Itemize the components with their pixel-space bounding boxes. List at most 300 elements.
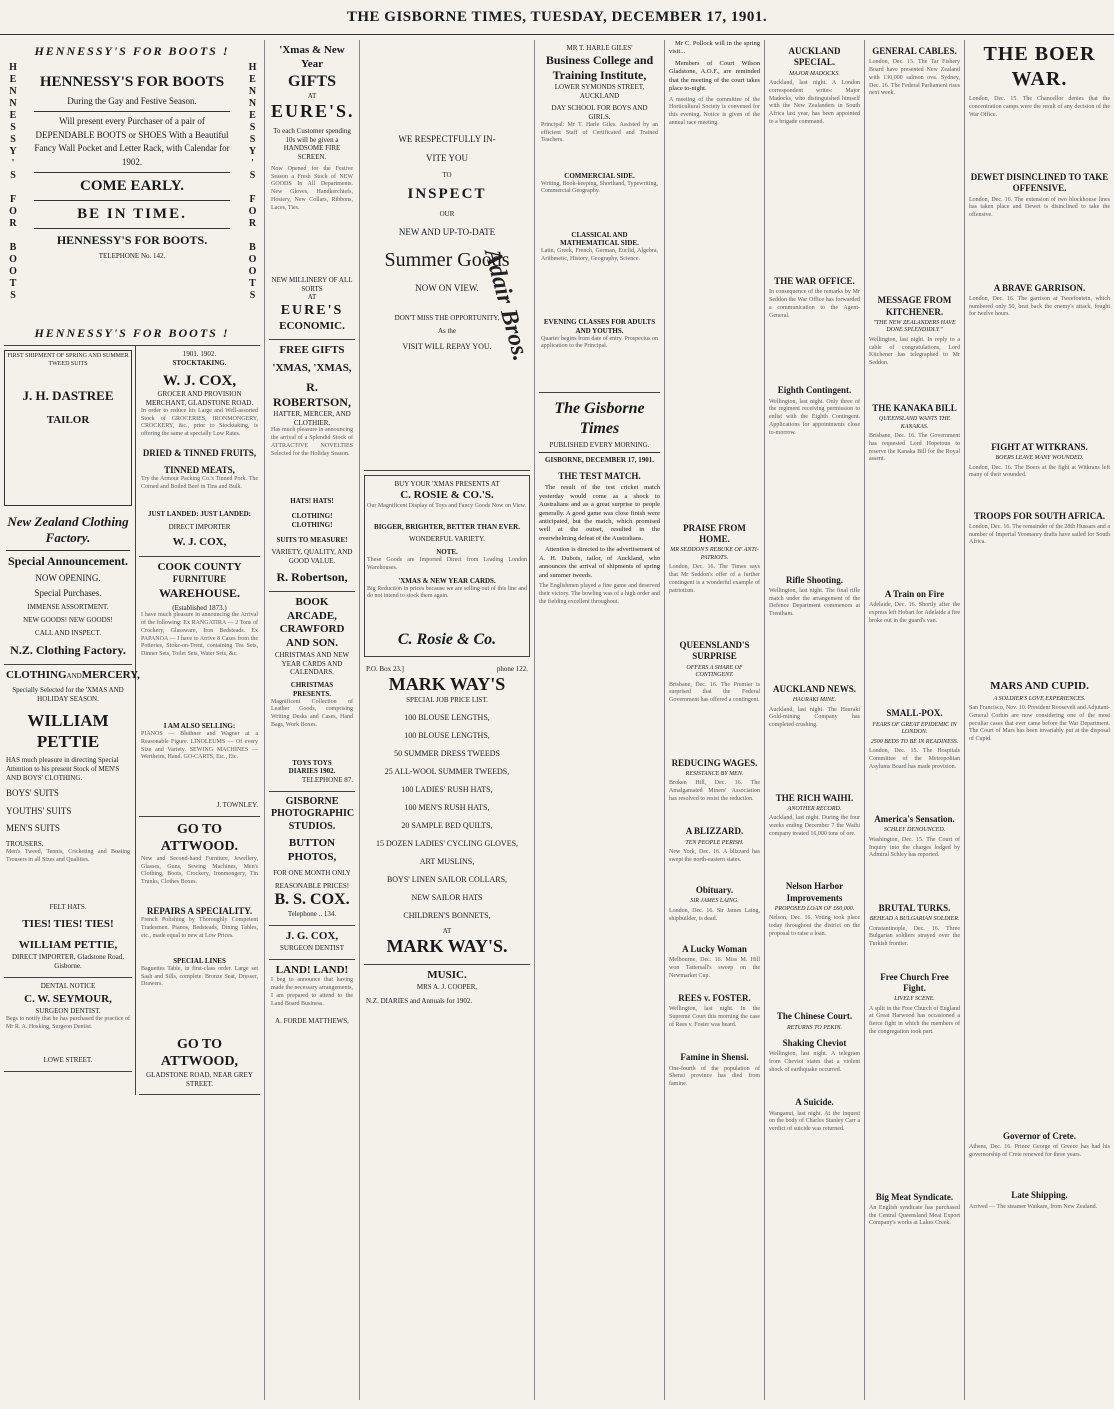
business-college: Business College and Training Institute, bbox=[545, 52, 654, 82]
ties: TIES! TIES! TIES! bbox=[22, 917, 114, 930]
item-5: 100 MEN'S RUSH HATS, bbox=[404, 802, 490, 812]
hennessy-title: HENNESSY'S FOR BOOTS bbox=[39, 74, 225, 90]
repairs: REPAIRS A SPECIALITY. bbox=[146, 905, 253, 916]
hennessy-banner-bottom: HENNESSY'S FOR BOOTS ! bbox=[34, 326, 230, 340]
lower-symonds: LOWER SYMONDS STREET, AUCKLAND bbox=[554, 82, 645, 100]
col6-filler-9: Wanganui, last night. At the inquest on the body of Charles Stanley Carr a verdict of suicide was returned. bbox=[769, 1110, 860, 1133]
test-match: THE TEST MATCH. bbox=[558, 471, 641, 481]
mars-cupid: MARS AND CUPID. bbox=[990, 679, 1089, 692]
col6-filler-3: Wellington, last night. Only three of the regiment receiving permission to enlist with the Eighth Contingent. Applications for appointments close to-morrow. bbox=[769, 398, 860, 436]
blizzard: A BLIZZARD. bbox=[685, 826, 744, 837]
seymour-lines: Begs to notify that he has purchased the practice of Mr R. A. Hosking, Surgeon Dentist. bbox=[6, 1015, 130, 1030]
reasonable: REASONABLE PRICES! bbox=[274, 881, 350, 890]
new-up-to-date: NEW AND UP-TO-DATE bbox=[398, 226, 496, 237]
hennessy-banner: HENNESSY'S FOR BOOTS ! bbox=[34, 44, 230, 58]
test-match-para: The result of the test cricket match yesterday would come as a shock to Australians and as a great surprise to people generally. A good game was close finish were anticipated, but the match, which promised well at the outset, resulted in the overwhelming defeat of the Australians. bbox=[539, 484, 660, 542]
be-in-time: BE IN TIME. bbox=[77, 205, 187, 222]
crawford-lines: Magnificent Collection of Leather Goods, comprising Writing Desks and Cases, Hand Bags, Work Boxes. bbox=[271, 698, 353, 728]
mark-way-2: MARK WAY'S. bbox=[386, 936, 508, 957]
robertson: R. ROBERTSON, bbox=[273, 379, 351, 409]
col5-filler-4: Broken Hill, Dec. 16. The Amalgamated Miners' Association has resolved to resist the reduction. bbox=[669, 780, 760, 802]
lively-scene: LIVELY SCENE. bbox=[894, 996, 935, 1002]
col8-filler-8: Arrived — The steamer Waikare, from New Zealand. bbox=[969, 1203, 1098, 1210]
item-7: 15 DOZEN LADIES' CYCLING GLOVES, bbox=[375, 838, 519, 848]
eures-at-2: AT bbox=[307, 293, 317, 302]
cox-lines-2: Try the Armour Packing Co.'s Tinned Pork. The Corned and Boiled Beef in Tins and Bulk. bbox=[141, 476, 258, 491]
column-2 bbox=[265, 40, 360, 1400]
resistance: RESISTANCE BY MEN. bbox=[685, 770, 744, 777]
townley: J. TOWNLEY. bbox=[216, 801, 258, 809]
immense: IMMENSE ASSORTMENT. bbox=[27, 603, 109, 611]
published: PUBLISHED EVERY MORNING. bbox=[549, 440, 650, 449]
col8-filler-7: Athens, Dec. 16. Prince George of Greece has had his governorship of Crete renewed for three years. bbox=[969, 1144, 1110, 1159]
eighth-contingent: Eighth Contingent. bbox=[777, 385, 852, 396]
boers-wounded: BOERS LEAVE MANY WOUNDED. bbox=[995, 455, 1084, 461]
col1-left bbox=[4, 346, 140, 1095]
visit-repay: VISIT WILL REPAY YOU. bbox=[402, 341, 492, 351]
governor-crete: Governor of Crete. bbox=[1003, 1131, 1076, 1141]
train-on-fire: A Train on Fire bbox=[884, 589, 945, 599]
jg-cox-ad bbox=[269, 926, 355, 960]
call-inspect: CALL AND INSPECT. bbox=[35, 628, 101, 637]
xmas-holiday: Specially Selected for the 'XMAS AND HOLIDAY SEASON. bbox=[12, 686, 124, 703]
gifts: GIFTS bbox=[287, 72, 336, 90]
col6-filler-7: Nelson, Dec. 16. Voting took place today throughout the district on the proposal to raise a loan. bbox=[769, 915, 860, 937]
inspect: INSPECT bbox=[407, 186, 487, 203]
hats: HATS! HATS! bbox=[290, 497, 334, 506]
dont-miss: DON'T MISS THE OPPORTUNITY, bbox=[394, 314, 500, 323]
message-kitchener: MESSAGE FROM KITCHENER. bbox=[877, 295, 952, 317]
col5-body-p: Members of Court Wilson Gladstone, A.O.F., are reminded that the meeting of the court takes place to-night. bbox=[669, 59, 760, 93]
col6-filler-4: Wellington, last night. The final rifle match under the arrangement of the Defence Department commences at Trentham. bbox=[769, 587, 860, 618]
eures-at: AT bbox=[307, 91, 317, 100]
tinned-meats: TINNED MEATS, bbox=[164, 465, 235, 475]
eures-body: To each Customer spending 10s will be given a HANDSOME FIRE SCREEN. bbox=[273, 126, 351, 161]
soldiers-love: A SOLDIER'S LOVE EXPERIENCES. bbox=[993, 695, 1086, 702]
now-on-view: NOW ON VIEW. bbox=[415, 283, 479, 293]
col7-filler-5: London, Dec. 15. The Hospitals Committee of the Metropolitan Asylums Board has made provision. bbox=[869, 748, 960, 770]
issue-date: GISBORNE, DECEMBER 17, 1901. bbox=[545, 456, 654, 465]
late-shipping: Late Shipping. bbox=[1011, 1190, 1068, 1201]
free-church: Free Church Free Fight. bbox=[880, 971, 949, 993]
col5-filler-3: Brisbane, Dec. 16. The Premier is surprised that the Federal Government has offered a contingent. bbox=[669, 681, 760, 704]
fears-epidemic: FEARS OF GREAT EPIDEMIC IN LONDON. bbox=[872, 721, 957, 735]
chinese-court: The Chinese Court. bbox=[776, 1011, 853, 1022]
mens-suits: MEN'S SUITS bbox=[6, 822, 60, 833]
returns-pekin: RETURNS TO PEKIN. bbox=[786, 1024, 843, 1031]
smallpox: SMALL-POX. bbox=[886, 708, 943, 719]
rosie-ad bbox=[364, 475, 530, 657]
dewet-disinclined: DEWET DISINCLINED TO TAKE OFFENSIVE. bbox=[970, 172, 1109, 194]
as-the: As the bbox=[437, 327, 457, 335]
item-4: 100 LADIES' RUSH HATS, bbox=[401, 784, 493, 794]
cox-ad bbox=[139, 346, 260, 557]
hennessy-rule-3 bbox=[34, 200, 230, 201]
hennessy-rule bbox=[34, 111, 230, 112]
rees-foster: REES v. FOSTER. bbox=[678, 993, 751, 1004]
go-to-attwood-2: GO TO ATTWOOD, bbox=[160, 1036, 239, 1070]
col8-filler-3: London, Dec. 16. The garrison at Tweefontein, which numbered only 50, beat back the enemy's attack, fought for twelve hours. bbox=[969, 295, 1110, 318]
po-box: P.O. Box 23.] bbox=[366, 664, 404, 673]
grocer: GROCER AND PROVISION MERCHANT, GLADSTONE ROAD. bbox=[145, 390, 254, 407]
col7-filler-7: Constantinople, Dec. 16. Three Bulgarian soldiers strayed over the Turkish frontier. bbox=[869, 925, 960, 948]
attwood-lines-2: French Polishing by Thoroughly Competent Tradesmen. Pianos, Bedsteads, Dining Tables, etc., made equal to new at Low Prices. bbox=[141, 917, 258, 939]
dental-notice: DENTAL NOTICE bbox=[40, 981, 96, 990]
col1-split bbox=[4, 346, 260, 1095]
nz-clothing-ad bbox=[4, 510, 132, 665]
hennessy-footer: HENNESSY'S FOR BOOTS. bbox=[56, 232, 208, 247]
col5-filler-2: London, Dec. 16. The Times says that Mr Seddon's offer of a further contingent is a wonderful example of patriotism. bbox=[669, 564, 760, 594]
nz-rule bbox=[6, 550, 130, 551]
day-school: DAY SCHOOL FOR BOYS AND GIRLS. bbox=[551, 104, 648, 121]
big-meat: Big Meat Syndicate. bbox=[875, 1191, 954, 1202]
col6-filler-2: In consequence of the remarks by Mr Seddon the War Office has forwarded a communication to the Agent-General. bbox=[769, 289, 860, 319]
phone-122: phone 122. bbox=[496, 664, 528, 673]
warehouse: WAREHOUSE. bbox=[158, 585, 241, 600]
cox-photo-ad bbox=[269, 792, 355, 926]
economic: ECONOMIC. bbox=[279, 319, 345, 332]
go-to-attwood: GO TO ATTWOOD. bbox=[160, 821, 239, 855]
toys: TOYS TOYS bbox=[292, 758, 332, 767]
hennessy-rule-4 bbox=[34, 228, 230, 229]
clothing-2: CLOTHING! CLOTHING! bbox=[291, 512, 333, 529]
established: (Established 1873.) bbox=[172, 603, 227, 612]
telephone-134: Telephone .. 134. bbox=[287, 910, 337, 919]
item-10: NEW SAILOR HATS bbox=[411, 892, 483, 902]
pettie-addr: DIRECT IMPORTER, Gladstone Road, Gisborne. bbox=[11, 953, 125, 970]
giles-lines-3: Latin, Greek, French, German, Euclid, Algebra, Arithmetic, History, Geography, Science. bbox=[541, 248, 658, 262]
col5-filler-7: Melbourne, Dec. 16. Miss M. Hill won Tattersall's sweep on the Newmarket Cup. bbox=[669, 957, 760, 979]
cook-county: COOK COUNTY bbox=[157, 560, 242, 573]
cox-year: 1901. 1902. bbox=[182, 350, 217, 358]
attwood-addr: GLADSTONE ROAD, NEAR GREY STREET. bbox=[146, 1070, 253, 1088]
famine-shensi: Famine in Shensi. bbox=[680, 1052, 749, 1063]
seymour: C. W. SEYMOUR, bbox=[24, 993, 112, 1006]
rosie-lines: Our Magnificent Display of Toys and Fancy Goods Now on View. bbox=[367, 502, 527, 509]
nz-diaries: N.Z. DIARIES and Annuals for 1902. bbox=[366, 997, 473, 1006]
robertson-2: R. Robertson, bbox=[276, 569, 348, 584]
test-match-body bbox=[539, 484, 660, 580]
wonderful: WONDERFUL VARIETY. bbox=[409, 535, 485, 544]
lowe-street: LOWE STREET. bbox=[43, 1055, 93, 1064]
adair-bros-signature: Adair Bros. bbox=[479, 246, 535, 364]
col7-filler-8: A split in the Free Church of England at Great Harwood has occasioned a fierce fight in which the members of the congregation took part. bbox=[869, 1005, 960, 1035]
col6-filler-6: Auckland, last night. During the four weeks ending December 7 the Waihi company treated 16,000 tons of ore. bbox=[769, 815, 860, 837]
just-landed: JUST LANDED: JUST LANDED: bbox=[147, 510, 251, 519]
pettie-lines: Men's Tweed, Tennis, Cricketing and Boating Trousers in all Sizes and Qualities. bbox=[6, 848, 130, 863]
photo-studios: GISBORNE PHOTOGRAPHIC STUDIOS. bbox=[271, 795, 355, 832]
reducing-wages: REDUCING WAGES. bbox=[671, 757, 758, 768]
eures-2: EURE'S bbox=[280, 303, 344, 318]
queensland-kanakas: QUEENSLAND WANTS THE KANAKAS. bbox=[878, 416, 951, 430]
col6-filler-5: Auckland, last night. The Hauraki Gold-mining Company has completed crushing. bbox=[769, 706, 860, 729]
col5-intro-p: Mr C. Pollock will in the spring visit... bbox=[669, 40, 760, 56]
note: NOTE. bbox=[436, 548, 458, 556]
robertson-lines: Has much pleasure in announcing the arrival of a Splendid Stock of ATTRACTIVE NOVELTIES Selected for the Holiday Season. bbox=[271, 427, 353, 457]
nz-done-splendidly: "THE NEW ZEALANDERS HAVE DONE SPLENDIDLY." bbox=[873, 319, 956, 334]
adair-ad bbox=[364, 40, 535, 471]
praise-from-home: PRAISE FROM HOME. bbox=[683, 522, 746, 544]
hennessy-telephone: TELEPHONE No. 142. bbox=[98, 251, 166, 260]
cox-lines: In order to reduce his Large and Well-assorted Stock of GROCERIES, IRONMONGERY, CROCKERY, &c., prior to Stocktaking, is offering the same at specially Low Rates. bbox=[141, 407, 258, 438]
col8-filler-6: San Francisco, Nov. 10. President Roosevelt and Adjutant-General Corbin are now considering one of the most peculiar cases that ever came before the War Department. The Court of Mars has been invariably put at the disposal of Cupid. bbox=[969, 705, 1110, 743]
pettie: PETTIE bbox=[36, 731, 100, 751]
diaries: DIARIES 1902. bbox=[288, 767, 336, 776]
brutal-turks: BRUTAL TURKS. bbox=[878, 902, 951, 913]
commercial-side: COMMERCIAL SIDE. bbox=[564, 171, 635, 180]
col7-filler-6: Washington, Dec. 15. The Court of Inquiry into the charges lodged by Admiral Schley has reported. bbox=[869, 836, 960, 859]
townley-lines-2: PIANOS — Bluthner and Wagner at a Reasonable Figure. LINOLEUMS — Of every Size and Variety. SEWING MACHINES — Wertheim, Hand. GO-CARTS, Etc., Etc. bbox=[141, 731, 258, 761]
eures-lines: Now Opened for the Festive Season a Fresh Stock of NEW GOODS In All Departments. New Gloves, Handkerchiefs, Hosiery, New Collars, Ribbons, Laces, Ties. bbox=[271, 165, 353, 211]
surgeon-dentist: SURGEON DENTIST. bbox=[35, 1007, 101, 1015]
col8-filler-4: London, Dec. 16. The Boers at the fight at Witkrans left many of their wounded. bbox=[969, 464, 1110, 479]
and-word: AND bbox=[66, 672, 82, 681]
gisborne-times-logo: The Gisborne Times bbox=[554, 399, 645, 437]
col5-filler-5: New York, Dec. 16. A blizzard has swept the north-eastern states. bbox=[669, 849, 760, 863]
nz-clothing-factory: N.Z. Clothing Factory. bbox=[10, 643, 126, 658]
attwood-lines: New and Second-hand Furniture, Jewellery, Glasses, Guns, Sewing Machines, Men's Clothing, Boots, Crockery, Ironmongery, Tin Trunks, Clothes Boxes. bbox=[141, 855, 258, 886]
direct-importer: DIRECT IMPORTER bbox=[168, 523, 231, 531]
xmas-xmas: 'XMAS, 'XMAS, bbox=[272, 362, 352, 374]
column-4 bbox=[535, 40, 665, 1400]
proposed-loan: PROPOSED LOAN OF £60,000. bbox=[774, 905, 855, 912]
rosie: C. ROSIE & CO.'S. bbox=[400, 488, 494, 501]
mark-way: MARK WAY'S bbox=[388, 674, 506, 695]
pettie-footer: WILLIAM PETTIE, bbox=[18, 939, 118, 952]
hennessy-main bbox=[34, 73, 230, 260]
pettie-body: HAS much pleasure in directing Special Attention to his present Stock of MEN'S AND BOYS' CLOTHING. bbox=[6, 756, 120, 782]
now-opening: NOW OPENING. bbox=[35, 572, 101, 583]
harle-giles: MR T. HARLE GILES' bbox=[566, 44, 633, 52]
rich-waihi: THE RICH WAIHI. bbox=[775, 792, 854, 803]
auckland-news: AUCKLAND NEWS. bbox=[772, 683, 856, 694]
new-goods: NEW GOODS! NEW GOODS! bbox=[23, 615, 113, 624]
land-ad bbox=[269, 960, 355, 1033]
masthead-title: THE GISBORNE TIMES, TUESDAY, DECEMBER 17, 1901. bbox=[346, 9, 768, 25]
item-9: BOYS' LINEN SAILOR COLLARS, bbox=[386, 874, 508, 884]
vite-you: VITE YOU bbox=[426, 153, 468, 164]
evening-classes: EVENING CLASSES FOR ADULTS AND YOUTHS. bbox=[543, 318, 656, 335]
hennessy-side-right: HENNESSY'S FOR BOOTS bbox=[247, 62, 258, 302]
special-announce: Special Announcement. bbox=[7, 553, 128, 568]
hennessy-sub: During the Gay and Festive Season. bbox=[67, 95, 197, 106]
america-sensation: America's Sensation. bbox=[874, 814, 955, 824]
general-cables: GENERAL CABLES. bbox=[872, 46, 957, 56]
col7-filler-9: An English syndicate has purchased the Central Queensland Meat Export Company's works at Lakes Creek. bbox=[869, 1204, 960, 1227]
summer-goods: Summer Goods bbox=[384, 249, 510, 271]
wj-cox: W. J. COX, bbox=[162, 372, 237, 389]
suits-measure: SUITS TO MEASURE! bbox=[276, 535, 348, 544]
col5-filler-8: Wellington, last night. In the Supreme Court this morning the case of Rees v. Foster was heard. bbox=[669, 1006, 760, 1028]
rosie-signature: C. Rosie & Co. bbox=[397, 630, 497, 648]
column-7 bbox=[865, 40, 965, 1400]
a-suicide: A Suicide. bbox=[795, 1097, 834, 1108]
clothing-row bbox=[6, 669, 140, 683]
cooper: MRS A. J. COOPER, bbox=[416, 982, 478, 991]
obituary: Obituary. bbox=[695, 885, 734, 896]
rifle-shooting: Rifle Shooting. bbox=[785, 574, 843, 585]
col7-filler-4: Adelaide, Dec. 16. Shortly after the express left Hobart for Adelaide a fire broke out in the guard's van. bbox=[869, 602, 960, 624]
bs-cox: B. S. COX. bbox=[274, 891, 350, 909]
land: LAND! LAND! bbox=[275, 963, 349, 976]
col5-filler-1: A meeting of the committee of the Horticultural Society is convened for this evening. Notice is given of the annual race meeting. bbox=[669, 96, 760, 127]
stocktaking: STOCKTAKING. bbox=[172, 358, 227, 367]
book-arcade: BOOK ARCADE, bbox=[287, 595, 337, 622]
our: OUR bbox=[439, 210, 455, 218]
pettie-ad bbox=[4, 665, 140, 977]
new-millinery: NEW MILLINERY OF ALL SORTS bbox=[271, 275, 353, 293]
col5-intro bbox=[669, 40, 760, 94]
rosie-lines-2: These Goods are Imported Direct from Leading London Warehouses. bbox=[367, 556, 527, 571]
item-11: CHILDREN'S BONNETS, bbox=[403, 910, 491, 920]
col4-filler: The Englishmen played a fine game and deserved their victory. The bowling was of a high order and the fielding excellent throughout. bbox=[539, 583, 660, 605]
townley-ad bbox=[139, 557, 260, 817]
dastree-tailor: TAILOR bbox=[46, 414, 90, 427]
boys-suits: BOYS' SUITS bbox=[6, 788, 59, 799]
also-selling: I AM ALSO SELLING: bbox=[163, 722, 236, 731]
button-photos: BUTTON PHOTOS, bbox=[287, 837, 337, 863]
seddon-rebuke: MR SEDDON'S REBUKE OF ANTI-PATRIOTS. bbox=[670, 547, 759, 561]
col7-filler-3: Brisbane, Dec. 16. The Government has requested Lord Hopetoun to reserve the Kanaka Bill for the Royal assent. bbox=[869, 433, 960, 463]
clothing-word: CLOTHING bbox=[6, 669, 67, 682]
war-office: THE WAR OFFICE. bbox=[774, 276, 855, 286]
bigger: BIGGER, BRIGHTER, BETTER THAN EVER. bbox=[374, 522, 520, 531]
land-lines: I beg to announce that having made the necessary arrangements, I am prepared to attend to the Land Board Business. bbox=[271, 977, 353, 1007]
column-5 bbox=[665, 40, 765, 1400]
column-8 bbox=[965, 40, 1114, 1400]
major-madocks: MAJOR MADOCKS. bbox=[789, 70, 840, 77]
item-1: 100 BLOUSE LENGTHS, bbox=[404, 730, 490, 740]
col8-filler-2: London, Dec. 16. The extension of two blockhouse lines has taken place and Dewet is disinclined to take the offensive. bbox=[969, 196, 1110, 219]
item-0: 100 BLOUSE LENGTHS, bbox=[404, 712, 490, 722]
troops-south-africa: TROOPS FOR SOUTH AFRICA. bbox=[973, 510, 1105, 521]
trousers: TROUSERS. bbox=[6, 840, 44, 848]
queensland-surprise: QUEENSLAND'S SURPRISE bbox=[679, 640, 750, 662]
hennessy-body: Will present every Purchaser of a pair of DEPENDABLE BOOTS or SHOES With a Beautiful Fancy Wall Pocket and Letter Rack, with Calendar for 1902. bbox=[34, 116, 230, 167]
attwood-ad bbox=[139, 817, 260, 1096]
masthead bbox=[0, 0, 1114, 35]
giles-lines-2: Writing, Book-keeping, Shorthand, Typewriting, Commercial Geography. bbox=[541, 180, 658, 195]
youths-suits: YOUTHS' SUITS bbox=[6, 805, 72, 816]
item-3: 25 ALL-WOOL SUMMER TWEEDS, bbox=[384, 766, 510, 776]
giles-ad bbox=[539, 40, 660, 393]
jg-cox: J. G. COX, bbox=[285, 930, 339, 942]
nelson-harbor: Nelson Harbor Improvements bbox=[785, 881, 844, 903]
wj-cox-2: W. J. COX, bbox=[172, 535, 227, 548]
hennessy-side-left: HENNESSY'S FOR BOOTS bbox=[7, 62, 19, 302]
column-3 bbox=[360, 40, 535, 1400]
col6-filler-1: Auckland, last night. A London correspondent writes: Major Madocks, who distinguished himself with the New Zealanders in South Africa last year, has been appointed to a brigade command. bbox=[769, 80, 860, 125]
col6-filler-8: Wellington, last night. A telegram from Cheviot states that a violent shock of earthquake occurred. bbox=[769, 1051, 860, 1073]
col7-filler-1: London, Dec. 15. The Tar Fishery Board have presented New Zealand with 130,000 salmon ova. Sydney, Dec. 16. The Federal Parliament rises next week. bbox=[869, 59, 960, 97]
mark-way-ad bbox=[364, 661, 530, 965]
william: WILLIAM bbox=[27, 710, 109, 730]
boer-war: THE BOER WAR. bbox=[983, 43, 1096, 90]
col5-filler-9: One-fourth of the population of Shensi province has died from famine. bbox=[669, 1065, 760, 1088]
col8-filler-1: London, Dec. 15. The Chancellor denies that the concentration camps were the result of any decision of the War Office. bbox=[969, 96, 1110, 118]
kanaka-bill: THE KANAKA BILL bbox=[872, 402, 957, 413]
item-2: 50 SUMMER DRESS TWEEDS bbox=[394, 748, 500, 758]
beds-readiness: 2500 BEDS TO BE IN READINESS. bbox=[870, 738, 959, 745]
xmas-presents: CHRISTMAS PRESENTS. bbox=[290, 681, 334, 698]
crawford-ad bbox=[269, 592, 355, 792]
ten-perish: TEN PEOPLE PERISH. bbox=[685, 839, 744, 846]
col8-filler-5: London, Dec. 16. The remainder of the 28th Hussars and a number of Imperial Yeomanry drafts have sailed for South Africa. bbox=[969, 523, 1110, 546]
nz-clothing-title: New Zealand Clothing Factory. bbox=[7, 514, 129, 546]
dried-fruits: DRIED & TINNED FRUITS, bbox=[142, 447, 257, 458]
sir-james-laing: SIR JAMES LAING. bbox=[690, 898, 739, 905]
item-8: ART MUSLINS, bbox=[419, 856, 475, 866]
telephone-87: TELEPHONE 87. bbox=[302, 776, 353, 784]
column-6 bbox=[765, 40, 865, 1400]
townley-lines: I have much pleasure in announcing the Arrival of the following: Ex RANGATIRA — 2 Tons of Crockery, Glassware, Iron Bedsteads. Ex PAPANOA — I have to Arrive 8 Cases from the Potteries, Stoke-on-Trent, containing Tea Sets, Dinner Sets, Toilet Sets, Water Sets, &c. bbox=[141, 612, 258, 658]
special-job: SPECIAL JOB PRICE LIST. bbox=[406, 695, 488, 704]
brave-garrison: A BRAVE GARRISON. bbox=[993, 282, 1086, 293]
mercery-word: MERCERY, bbox=[81, 669, 140, 682]
giles-lines-4: Quarter begins from date of entry. Prospectus on application to the Principal. bbox=[541, 335, 658, 350]
giles-lines: Principal: Mr T. Harle Giles. Assisted by an efficient Staff of Certificated and Trained Teachers. bbox=[541, 121, 658, 144]
another-record: ANOTHER RECORD. bbox=[787, 805, 842, 812]
xmas-new-year: 'Xmas & New Year bbox=[279, 44, 345, 70]
dastree-ad bbox=[4, 350, 132, 506]
item-6: 20 SAMPLE BED QUILTS, bbox=[401, 820, 493, 830]
we-respectfully: WE RESPECTFULLY IN- bbox=[398, 134, 496, 144]
hauraki-mine: HAURAKI MINE. bbox=[792, 697, 837, 703]
col1-right bbox=[136, 346, 260, 1095]
free-gifts: FREE GIFTS bbox=[279, 344, 345, 357]
variety: VARIETY, QUALITY, AND GOOD VALUE. bbox=[271, 548, 353, 565]
xmas-cards: CHRISTMAS AND NEW YEAR CARDS AND CALENDARS. bbox=[274, 650, 350, 677]
auckland-special: AUCKLAND SPECIAL. bbox=[788, 46, 841, 68]
crawford: CRAWFORD AND SON. bbox=[279, 623, 345, 649]
shaking-cheviot: Shaking Cheviot bbox=[782, 1038, 847, 1048]
mark-way-box-row bbox=[366, 665, 528, 674]
hennessy-ad bbox=[4, 40, 260, 346]
dastree-header: FIRST SHIPMENT OF SPRING AND SUMMER TWEED SUITS bbox=[7, 353, 129, 367]
music-ad bbox=[364, 965, 530, 1012]
offers-share: OFFERS A SHARE OF CONTINGENT. bbox=[686, 664, 743, 679]
buy-presents: BUY YOUR 'XMAS PRESENTS AT bbox=[394, 480, 500, 488]
mark-way-at: AT bbox=[442, 926, 452, 935]
fight-witkrans: FIGHT AT WITKRANS. bbox=[991, 441, 1088, 452]
dastree-name: J. H. DASTREE bbox=[22, 388, 114, 403]
dubois-para: Attention is directed to the advertisement of A. H. Dubois, tailor, of Auckland, who announces the arrival of shipments of spring and summer tweeds. bbox=[539, 546, 660, 579]
behead-soldier: BEHEAD A BULGARIAN SOLDIER. bbox=[869, 916, 960, 922]
special-lines: SPECIAL LINES bbox=[173, 957, 226, 965]
rosie-lines-3: Big Reduction in prices because we are selling out of this line and do not intend to stock them again. bbox=[367, 585, 527, 600]
to: TO bbox=[442, 170, 452, 179]
furniture: FURNITURE bbox=[172, 574, 227, 585]
come-early: COME EARLY. bbox=[80, 178, 184, 194]
music: MUSIC. bbox=[427, 968, 467, 981]
xmas-new-year-cards: 'XMAS & NEW YEAR CARDS. bbox=[398, 576, 496, 585]
felt-hats: FELT HATS. bbox=[49, 902, 87, 911]
eures-ad bbox=[269, 40, 355, 340]
col5-filler-6: London, Dec. 16. Sir James Laing, shipbuilder, is dead. bbox=[669, 907, 760, 922]
forde-matthews: A. FORDE MATTHEWS, bbox=[275, 1017, 349, 1026]
schley-denounced: SCHLEY DENOUNCED. bbox=[883, 827, 946, 834]
hennessy-rule-2 bbox=[34, 172, 230, 173]
one-month: FOR ONE MONTH ONLY bbox=[273, 868, 351, 877]
jg-surgeon: SURGEON DENTIST bbox=[280, 943, 344, 952]
lucky-woman: A Lucky Woman bbox=[682, 943, 747, 954]
hatter: HATTER, MERCER, AND CLOTHIER, bbox=[273, 409, 351, 427]
robertson-ad bbox=[269, 340, 355, 592]
logo-rule bbox=[539, 452, 660, 453]
seymour-ad bbox=[4, 978, 132, 1072]
eures: EURE'S. bbox=[271, 101, 355, 122]
classical-side: CLASSICAL AND MATHEMATICAL SIDE. bbox=[560, 230, 639, 248]
